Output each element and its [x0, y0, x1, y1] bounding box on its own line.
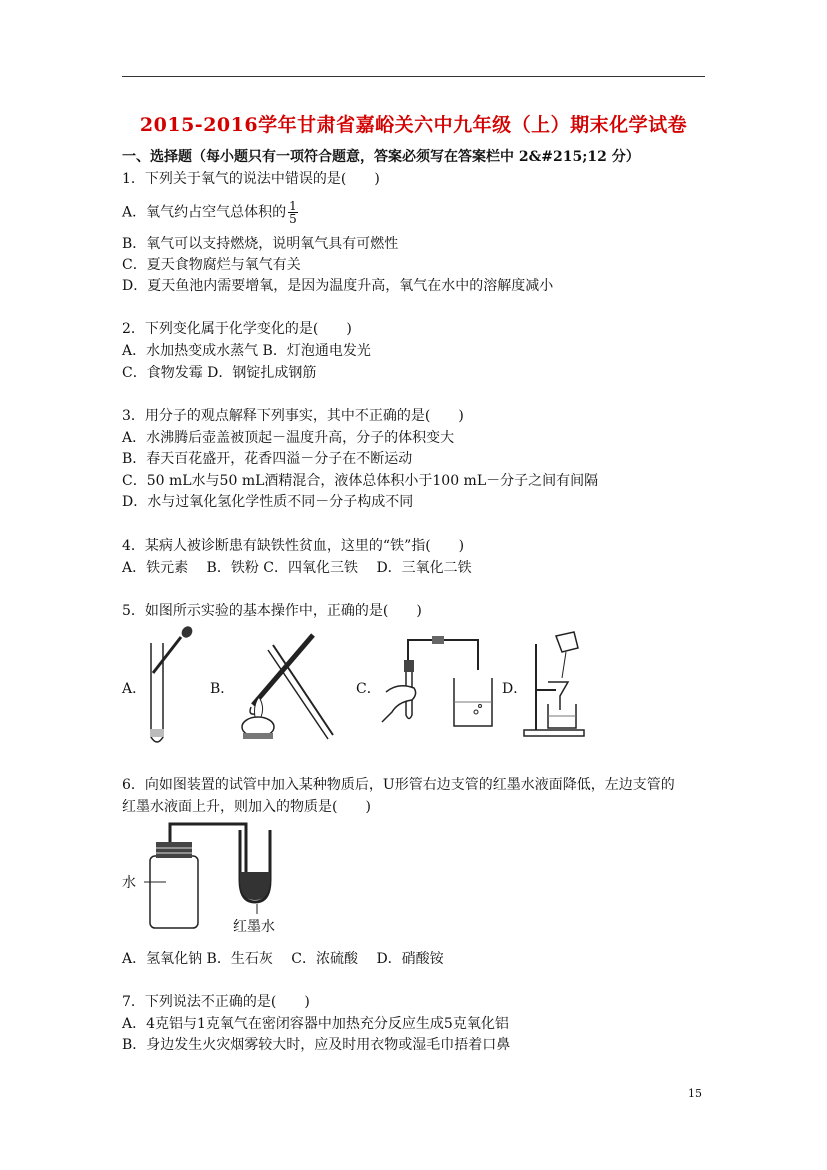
section-heading: 一、选择题（每小题只有一项符合题意，答案必须写在答案栏中 2&#215;12 分） — [122, 149, 640, 165]
water-label: 水 — [122, 875, 136, 891]
q4-options: A．铁元素 B．铁粉 C．四氧化三铁 D．三氧化二铁 — [122, 560, 472, 576]
q2-options-ab: A．水加热变成水蒸气 B．灯泡通电发光 — [122, 343, 371, 359]
red-ink-label: 红墨水 — [233, 919, 275, 935]
q1-option-d: D．夏天鱼池内需要增氧，是因为温度升高，氧气在水中的溶解度减小 — [122, 278, 554, 294]
q5-label-c: C． — [356, 681, 381, 697]
fraction-denominator: 5 — [289, 212, 297, 226]
q3-option-a: A．水沸腾后壶盖被顶起－温度升高，分子的体积变大 — [122, 430, 455, 446]
q7-option-b: B．身边发生火灾烟雾较大时，应及时用衣物或湿毛巾捂着口鼻 — [122, 1037, 511, 1053]
heating-test-tube-figure — [233, 625, 338, 745]
one-fifth-fraction — [288, 200, 298, 225]
q5-label-d: D． — [502, 681, 528, 697]
q1-option-a-text: A．氧气约占空气总体积的 — [122, 204, 287, 221]
q7-stem: 7．下列说法不正确的是( ) — [122, 994, 310, 1010]
airtightness-check-figure — [378, 630, 498, 730]
q5-stem: 5．如图所示实验的基本操作中，正确的是( ) — [122, 603, 422, 619]
q1-option-a — [122, 200, 298, 225]
q2-options-cd: C．食物发霉 D．钢锭扎成钢筋 — [122, 365, 317, 381]
header-rule — [122, 76, 705, 77]
q1-stem: 1．下列关于氧气的说法中错误的是( ) — [122, 171, 380, 187]
q4-stem: 4．某病人被诊断患有缺铁性贫血，这里的“铁”指( ) — [122, 538, 465, 554]
q5-label-a: A． — [122, 681, 147, 697]
q3-option-b: B．春天百花盛开，花香四溢－分子在不断运动 — [122, 451, 413, 467]
q6-stem-line1: 6．向如图装置的试管中加入某种物质后，U形管右边支管的红墨水液面降低，左边支管的 — [122, 777, 675, 793]
fraction-numerator: 1 — [289, 199, 297, 213]
q1-option-b: B．氧气可以支持燃烧，说明氧气具有可燃性 — [122, 236, 399, 252]
q6-stem-line2: 红墨水液面上升，则加入的物质是( ) — [122, 799, 371, 815]
q6-options: A．氢氧化钠 B．生石灰 C．浓硫酸 D．硝酸铵 — [122, 951, 444, 967]
page-title: 2015-2016学年甘肃省嘉峪关六中九年级（上）期末化学试卷 — [139, 114, 688, 136]
dropper-test-tube-figure — [143, 625, 198, 750]
q5-label-b: B． — [210, 681, 235, 697]
q7-option-a: A．4克铝与1克氧气在密闭容器中加热充分反应生成5克氧化铝 — [122, 1016, 509, 1032]
q3-stem: 3．用分子的观点解释下列事实，其中不正确的是( ) — [122, 408, 464, 424]
page-number: 15 — [688, 1087, 702, 1100]
q3-option-c: C．50 mL水与50 mL酒精混合，液体总体积小于100 mL－分子之间有间隔 — [122, 473, 599, 489]
filtration-figure — [522, 630, 587, 740]
q1-option-c: C．夏天食物腐烂与氧气有关 — [122, 257, 301, 273]
q2-stem: 2．下列变化属于化学变化的是( ) — [122, 321, 352, 337]
q3-option-d: D．水与过氧化氢化学性质不同－分子构成不同 — [122, 494, 414, 510]
